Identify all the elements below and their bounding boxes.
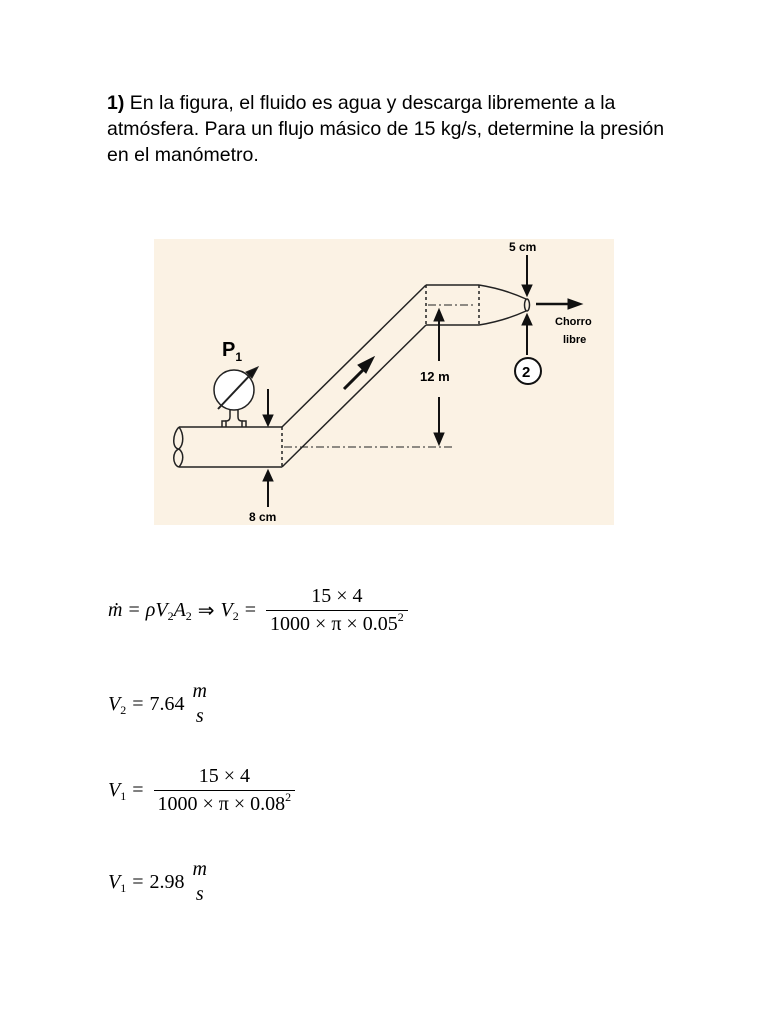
label-12m: 12 m <box>420 369 450 384</box>
problem-statement <box>107 90 667 168</box>
fraction-v2: $\frac{15 \times 4}{1000 \times \pi \times 0.05^2}$ <box>266 585 408 636</box>
fraction-v1: $\frac{15 \times 4}{1000 \times \pi \times 0.08^2}$ <box>154 765 296 816</box>
equation-v2-result: V 2 = 7.64 m s <box>108 680 217 728</box>
p1-subscript: 1 <box>235 350 243 364</box>
p1-letter: P <box>222 339 236 361</box>
label-libre: libre <box>563 334 587 346</box>
equation-v1-result: V 1 = 2.98 m s <box>108 858 217 906</box>
problem-number: 1) <box>107 92 125 114</box>
problem-text: En la figura, el fluido es agua y descarga libremente a la atmósfera. Para un flujo másico de 15 kg/s, determine la presión en el manómetro. <box>107 92 665 166</box>
unit-fraction: m s <box>192 858 207 905</box>
equation-v1: V 1 = $\frac{15 \times 4}{1000 \times \pi \times 0.08^2}$ <box>108 765 299 816</box>
equation-mass-flow: ṁ = ρV 2 A 2 ⇒ V 2 = $\frac{15 \times 4}{1000 \times \pi \times 0.05^2}$ <box>108 585 412 636</box>
label-5cm: 5 cm <box>509 240 537 254</box>
point-2-label: 2 <box>522 364 531 381</box>
unit-fraction: m s <box>192 680 207 727</box>
mdot-symbol: ṁ <box>108 599 123 621</box>
pipe-diagram <box>154 239 614 525</box>
label-chorro: Chorro <box>555 316 592 328</box>
label-8cm: 8 cm <box>249 510 277 524</box>
